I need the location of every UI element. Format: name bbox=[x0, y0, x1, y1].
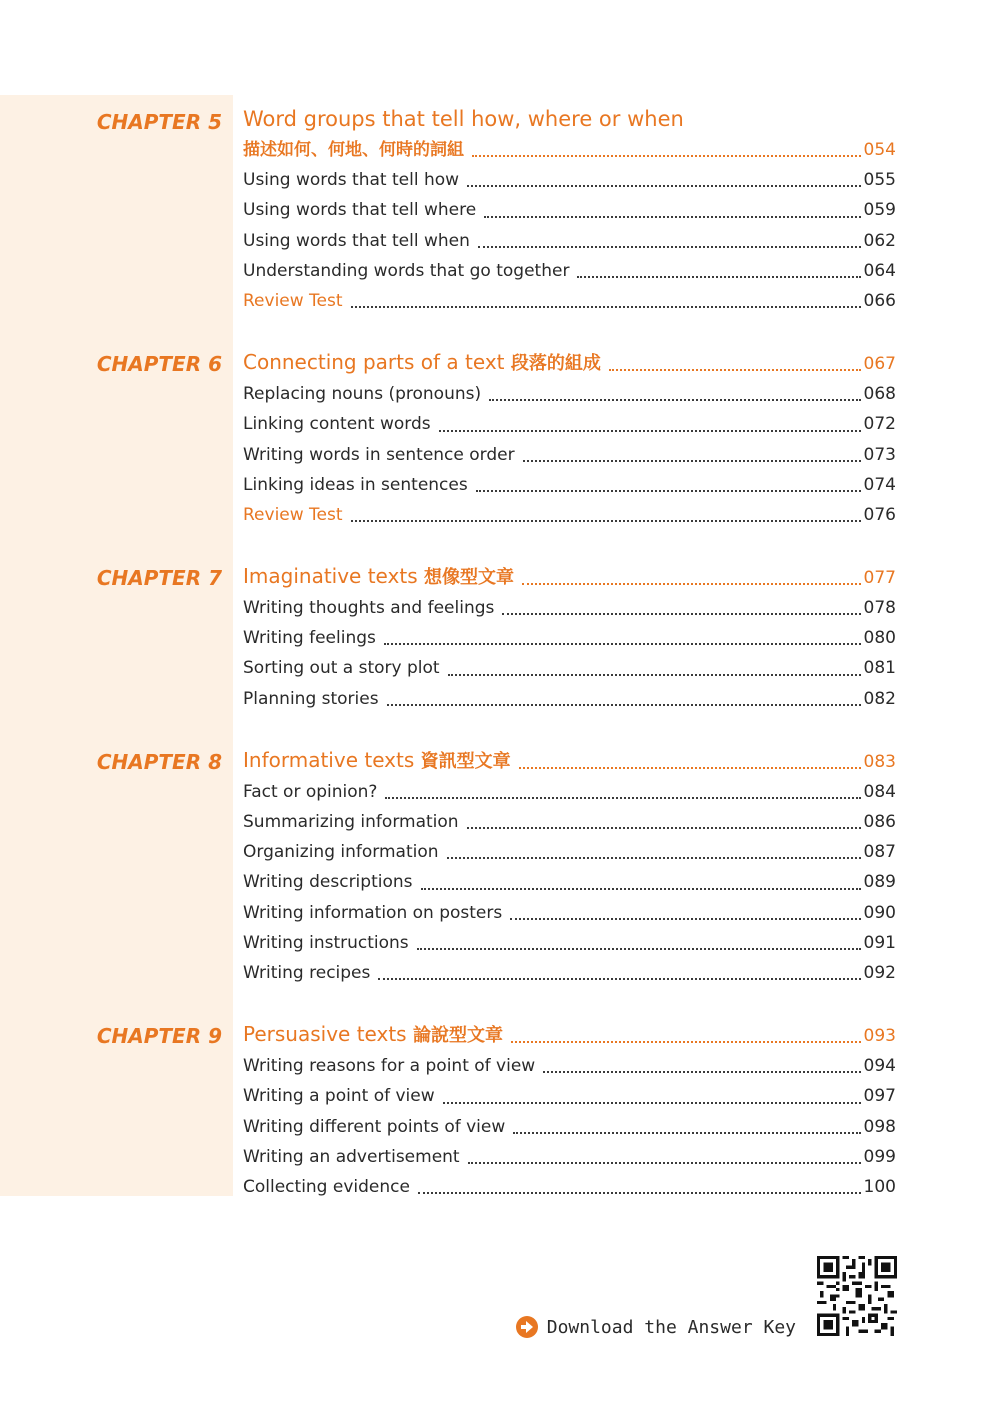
chapter-heading-zh-row[interactable] bbox=[243, 135, 896, 165]
page-number: 091 bbox=[863, 932, 896, 953]
page-number: 083 bbox=[863, 751, 896, 772]
toc-entry[interactable] bbox=[243, 1051, 896, 1081]
dot-leader bbox=[385, 796, 860, 799]
entry-title: Planning stories bbox=[243, 688, 379, 709]
chapter-heading-zh: 想像型文章 bbox=[423, 567, 514, 589]
page-number: 093 bbox=[863, 1026, 896, 1047]
page-number: 082 bbox=[863, 688, 896, 709]
toc-entry[interactable] bbox=[243, 195, 896, 225]
entry-title: Writing feelings bbox=[243, 628, 376, 649]
toc-entry[interactable] bbox=[243, 837, 896, 867]
chapter-8 bbox=[0, 744, 1000, 988]
page-number: 077 bbox=[863, 568, 896, 589]
toc-entry[interactable] bbox=[243, 928, 896, 958]
entry-title: Linking ideas in sentences bbox=[243, 474, 468, 495]
dot-leader bbox=[378, 977, 860, 980]
chapter-heading[interactable] bbox=[243, 560, 896, 593]
page-number: 086 bbox=[863, 812, 896, 832]
dot-leader bbox=[417, 947, 861, 950]
dot-leader bbox=[478, 245, 861, 248]
table-of-contents bbox=[0, 104, 1000, 1232]
entry-title: Summarizing information bbox=[243, 812, 459, 832]
entry-title: Using words that tell how bbox=[243, 170, 460, 191]
toc-entry[interactable] bbox=[243, 379, 896, 409]
toc-entry[interactable] bbox=[243, 684, 896, 714]
entry-title: Using words that tell when bbox=[243, 230, 470, 251]
toc-entry[interactable] bbox=[243, 470, 896, 500]
toc-entry[interactable] bbox=[243, 1081, 896, 1111]
entry-title: Writing an advertisement bbox=[243, 1146, 460, 1167]
dot-leader bbox=[447, 856, 861, 859]
entry-title: Collecting evidence bbox=[243, 1176, 410, 1197]
entry-title: Writing a point of view bbox=[243, 1086, 435, 1107]
dot-leader bbox=[439, 429, 861, 432]
chapter-heading-zh: 論說型文章 bbox=[412, 1025, 503, 1047]
chapter-label: CHAPTER 8 bbox=[96, 749, 222, 774]
dot-leader bbox=[351, 305, 861, 308]
entry-title: Linking content words bbox=[243, 414, 431, 435]
page-number: 084 bbox=[863, 781, 896, 802]
arrow-right-circle-icon bbox=[516, 1316, 538, 1338]
chapter-heading-zh: 資訊型文章 bbox=[420, 750, 511, 772]
toc-entry[interactable] bbox=[243, 256, 896, 286]
dot-leader bbox=[418, 1191, 861, 1194]
dot-leader bbox=[511, 1040, 861, 1043]
page-number: 100 bbox=[863, 1176, 896, 1197]
chapter-5 bbox=[0, 104, 1000, 316]
dot-leader bbox=[467, 826, 861, 829]
chapter-heading-en: Imaginative texts bbox=[243, 564, 418, 589]
toc-entry[interactable] bbox=[243, 593, 896, 623]
dot-leader bbox=[502, 612, 860, 615]
chapter-heading-en: Connecting parts of a text bbox=[243, 350, 505, 375]
entry-title: Review Test bbox=[243, 290, 343, 311]
dot-leader bbox=[384, 642, 861, 645]
entry-title: Understanding words that go together bbox=[243, 260, 570, 281]
toc-entry[interactable] bbox=[243, 958, 896, 988]
toc-entry[interactable] bbox=[243, 1112, 896, 1142]
page-number: 054 bbox=[863, 140, 896, 160]
chapter-heading[interactable] bbox=[243, 744, 896, 777]
chapter-heading-en: Informative texts bbox=[243, 747, 415, 772]
chapter-heading-en: Word groups that tell how, where or when bbox=[243, 107, 684, 131]
dot-leader bbox=[421, 887, 861, 890]
dot-leader bbox=[387, 703, 861, 706]
dot-leader bbox=[351, 519, 861, 522]
entry-title: Writing information on posters bbox=[243, 902, 503, 923]
toc-entry[interactable] bbox=[243, 867, 896, 897]
toc-entry[interactable] bbox=[243, 440, 896, 470]
dot-leader bbox=[468, 1161, 861, 1164]
page-number: 073 bbox=[863, 444, 896, 465]
entry-title: Fact or opinion? bbox=[243, 781, 378, 802]
dot-leader bbox=[484, 215, 860, 218]
entry-title: Sorting out a story plot bbox=[243, 658, 440, 679]
toc-entry[interactable] bbox=[243, 1142, 896, 1172]
toc-entry[interactable] bbox=[243, 165, 896, 195]
chapter-9 bbox=[0, 1018, 1000, 1202]
dot-leader bbox=[543, 1070, 860, 1073]
entry-title: Organizing information bbox=[243, 842, 439, 863]
page-number: 089 bbox=[863, 872, 896, 893]
dot-leader bbox=[519, 766, 861, 769]
page-number: 062 bbox=[863, 230, 896, 251]
page-number: 099 bbox=[863, 1146, 896, 1167]
dot-leader bbox=[443, 1101, 861, 1104]
page-number: 074 bbox=[863, 474, 896, 495]
toc-entry[interactable] bbox=[243, 1172, 896, 1202]
page-number: 097 bbox=[863, 1086, 896, 1107]
page-number: 092 bbox=[863, 962, 896, 983]
review-test-entry[interactable] bbox=[243, 286, 896, 316]
chapter-heading[interactable] bbox=[243, 1018, 896, 1051]
page-number: 068 bbox=[863, 384, 896, 405]
dot-leader bbox=[476, 489, 861, 492]
dot-leader bbox=[448, 673, 861, 676]
entry-title: Writing recipes bbox=[243, 962, 371, 983]
entry-title: Writing thoughts and feelings bbox=[243, 598, 495, 619]
page-number: 067 bbox=[863, 354, 896, 375]
page-number: 076 bbox=[863, 504, 896, 525]
download-label: Download the Answer Key bbox=[546, 1316, 796, 1338]
toc-entry[interactable] bbox=[243, 777, 896, 807]
dot-leader bbox=[523, 459, 861, 462]
page-number: 081 bbox=[863, 658, 896, 679]
chapter-label: CHAPTER 7 bbox=[96, 566, 222, 591]
toc-entry[interactable] bbox=[243, 807, 896, 837]
page-number: 064 bbox=[863, 260, 896, 281]
chapter-heading[interactable] bbox=[243, 346, 896, 379]
page-number: 094 bbox=[863, 1056, 896, 1077]
toc-entry[interactable] bbox=[243, 226, 896, 256]
chapter-7 bbox=[0, 560, 1000, 714]
entry-title: Writing descriptions bbox=[243, 872, 413, 893]
entry-title: Writing reasons for a point of view bbox=[243, 1056, 536, 1077]
page-number: 090 bbox=[863, 902, 896, 923]
chapter-label: CHAPTER 5 bbox=[96, 110, 222, 134]
page-number: 059 bbox=[863, 200, 896, 221]
dot-leader bbox=[510, 917, 860, 920]
chapter-heading-en: Persuasive texts bbox=[243, 1022, 407, 1047]
chapter-heading-zh: 描述如何、何地、何時的詞組 bbox=[243, 140, 464, 160]
chapter-heading[interactable] bbox=[243, 104, 896, 135]
toc-entry[interactable] bbox=[243, 409, 896, 439]
chapter-label: CHAPTER 9 bbox=[96, 1024, 222, 1049]
dot-leader bbox=[609, 368, 861, 371]
toc-entry[interactable] bbox=[243, 623, 896, 653]
page-number: 098 bbox=[863, 1116, 896, 1137]
dot-leader bbox=[489, 398, 860, 401]
toc-entry[interactable] bbox=[243, 653, 896, 683]
entry-title: Writing different points of view bbox=[243, 1116, 506, 1137]
review-test-entry[interactable] bbox=[243, 500, 896, 530]
qr-code-icon[interactable] bbox=[817, 1256, 897, 1336]
page-number: 080 bbox=[863, 628, 896, 649]
dot-leader bbox=[467, 184, 861, 187]
dot-leader bbox=[522, 582, 861, 585]
entry-title: Writing words in sentence order bbox=[243, 444, 515, 465]
download-answer-key-link[interactable] bbox=[516, 1316, 796, 1338]
page-number: 066 bbox=[863, 290, 896, 311]
chapter-label: CHAPTER 6 bbox=[96, 352, 222, 377]
chapter-6 bbox=[0, 346, 1000, 530]
entry-title: Writing instructions bbox=[243, 932, 409, 953]
chapter-heading-zh: 段落的組成 bbox=[510, 353, 601, 375]
entry-title: Using words that tell where bbox=[243, 200, 477, 221]
dot-leader bbox=[472, 154, 861, 157]
dot-leader bbox=[577, 275, 860, 278]
entry-title: Review Test bbox=[243, 504, 343, 525]
page-number: 087 bbox=[863, 842, 896, 863]
page-number: 055 bbox=[863, 170, 896, 191]
page-number: 072 bbox=[863, 414, 896, 435]
entry-title: Replacing nouns (pronouns) bbox=[243, 384, 482, 405]
page-number: 078 bbox=[863, 598, 896, 619]
dot-leader bbox=[513, 1131, 860, 1134]
toc-entry[interactable] bbox=[243, 898, 896, 928]
